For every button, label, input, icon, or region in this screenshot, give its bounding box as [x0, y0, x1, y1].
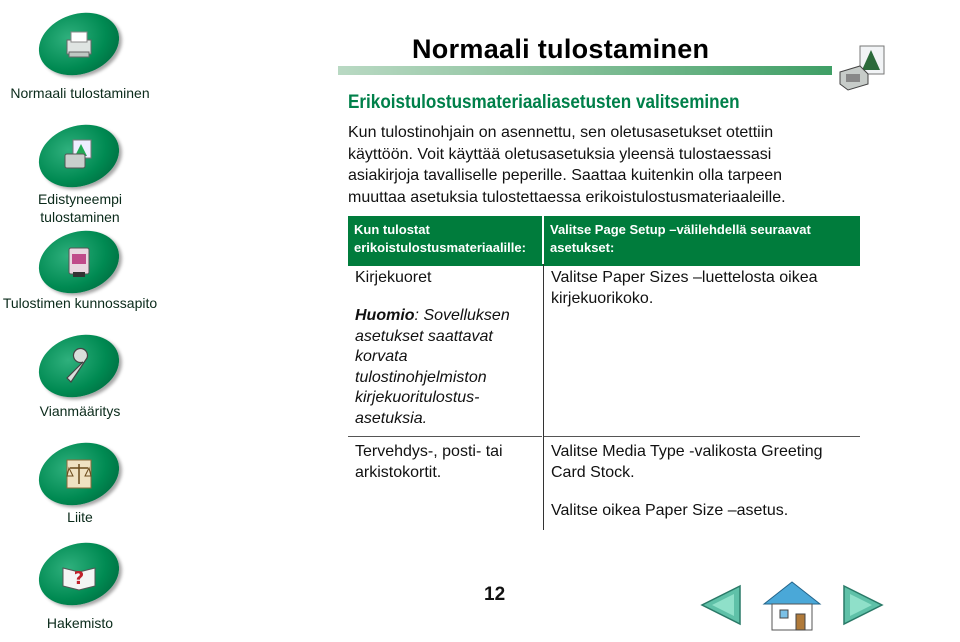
nav-item-normaali-tulostaminen[interactable] — [0, 14, 160, 106]
nav-item-hakemisto[interactable] — [0, 544, 160, 636]
table-cell: Valitse oikea Paper Size –asetus. — [551, 502, 789, 519]
table-cell: Kirjekuoret — [355, 269, 432, 286]
table-column-separator — [543, 264, 544, 530]
table-cell: Tervehdys-, posti- tai arkistokortit. — [355, 443, 503, 481]
nav-label: Tulostimen kunnossapito — [2, 295, 158, 311]
nav-label: Hakemisto — [46, 615, 114, 631]
help-book-icon — [31, 533, 128, 615]
title-underline-bar — [338, 66, 832, 75]
page-title: Normaali tulostaminen — [412, 34, 710, 64]
nav-label: Vianmääritys — [39, 403, 121, 419]
nav-item-edistyneempi-tulostaminen[interactable] — [0, 126, 160, 230]
note-text: : Sovelluksen asetukset saattavat korvata tulostinohjelmiston kirjekuoritulostus-asetuksia. — [355, 307, 510, 427]
settings-table — [348, 216, 860, 264]
table-header-cell: Valitse Page Setup –välilehdellä seuraavat asetukset: — [542, 216, 860, 264]
page-number: 12 — [484, 584, 506, 605]
table-divider — [348, 264, 860, 266]
section-title: Erikoistulostusmateriaaliasetusten valitseminen — [348, 92, 740, 113]
ink-cartridge-icon — [31, 221, 128, 303]
advanced-printing-icon — [31, 115, 128, 197]
table-divider — [348, 436, 542, 437]
scales-icon — [31, 433, 128, 515]
table-cell: Valitse Media Type -valikosta Greeting Card Stock. — [551, 443, 823, 481]
table-header-cell: Kun tulostat erikoistulostusmateriaalille: — [348, 216, 542, 264]
sidebar-nav — [0, 0, 160, 642]
right-margin — [946, 0, 960, 642]
wrench-icon — [31, 325, 128, 407]
svg-text:?: ? — [73, 568, 85, 589]
previous-page-icon[interactable] — [696, 580, 746, 630]
note-label: Huomio — [355, 307, 415, 324]
intro-paragraph: Kun tulostinohjain on asennettu, sen oletusasetukset otettiin käyttöön. Voit käyttää oletusasetuksia yleensä tulostaessasi asiakirjoja tavalliselle peperille. Saattaa kuitenkin olla tarpeen muuttaa asetuksia tulostettaessa erikoistulostusmateriaaleille. — [348, 124, 786, 206]
nav-item-liite[interactable] — [0, 444, 160, 534]
nav-label: Normaali tulostaminen — [10, 85, 150, 101]
printer-corner-icon — [838, 44, 888, 92]
table-divider — [544, 436, 860, 437]
printer-icon — [31, 3, 128, 85]
home-icon[interactable] — [758, 576, 826, 634]
nav-label: Liite — [67, 509, 93, 525]
nav-item-tulostimen-kunnossapito[interactable] — [0, 232, 160, 336]
next-page-icon[interactable] — [838, 580, 888, 630]
table-cell: Valitse Paper Sizes –luettelosta oikea kirjekuorikoko. — [551, 269, 818, 307]
nav-item-vianmaaritys[interactable] — [0, 336, 160, 426]
table-header — [348, 216, 860, 264]
nav-label: Edistyneempi tulostaminen — [37, 191, 123, 225]
table-cell-note — [355, 306, 535, 429]
